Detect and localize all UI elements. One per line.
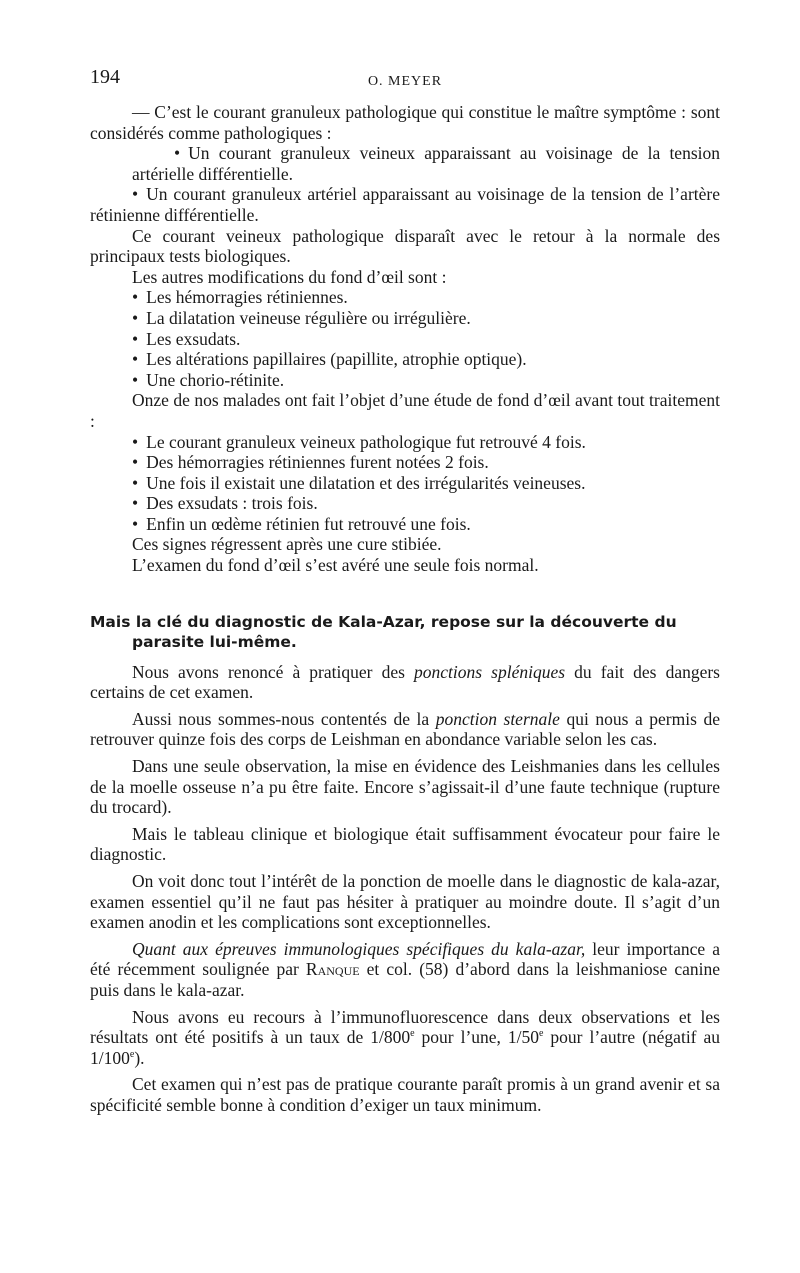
regression-note: Ces signes régressent après une cure stibiée.	[132, 534, 442, 555]
list-item: • Les altérations papillaires (papillite, atrophie optique).	[132, 349, 527, 370]
document-page	[90, 60, 720, 1122]
list-item: • Enfin un œdème rétinien fut retrouvé une fois.	[132, 513, 471, 534]
list-item: • Les exsudats.	[132, 328, 241, 349]
paragraph-immunofluorescence: Nous avons eu recours à l’immunofluorescence dans deux observations et les résultats ont été positifs à un taux de 1/800e pour l’une, 1/50e pour l’autre (négatif au 1/100e).	[90, 1006, 720, 1068]
body-text	[90, 102, 720, 1116]
paragraph-splenic: Nous avons renoncé à pratiquer des ponctions spléniques du fait des dangers certains de cet examen.	[90, 661, 720, 703]
paragraph-sternal: Aussi nous sommes-nous contentés de la ponction sternale qui nous a permis de retrouver quinze fois des corps de Leishman en abondance variable selon les cas.	[90, 708, 720, 750]
section-spacer	[90, 576, 720, 612]
paragraph-future: Cet examen qui n’est pas de pratique courante paraît promis à un grand avenir et sa spécificité semble bonne à condition d’exiger un taux minimum.	[90, 1074, 720, 1115]
running-head: O. MEYER	[367, 74, 443, 89]
normal-note: L’examen du fond d’œil s’est avéré une seule fois normal.	[132, 555, 539, 576]
paragraph-clinical: Mais le tableau clinique et biologique était suffisamment évocateur pour faire le diagnostic.	[90, 823, 720, 865]
other-mods-intro: Les autres modifications du fond d’œil sont :	[132, 266, 447, 287]
page-header	[90, 60, 720, 102]
paragraph-interest: On voit donc tout l’intérêt de la ponction de moelle dans le diagnostic de kala-azar, examen essentiel qu’il ne faut pas hésiter à pratiquer au moindre doute. Il s’agit d’un examen anodin et les complications sont exceptionnelles.	[90, 871, 720, 933]
list-item: • Une fois il existait une dilatation et des irrégularités veineuses.	[132, 472, 586, 493]
section-heading	[90, 612, 720, 652]
heading-line-1: Mais la clé du diagnostic de Kala-Azar, repose sur la découverte du	[90, 612, 677, 631]
study-intro-paragraph: Onze de nos malades ont fait l’objet d’une étude de fond d’œil avant tout traitement :	[90, 390, 720, 431]
page-number: 194	[90, 66, 120, 88]
list-item: • Des exsudats : trois fois.	[132, 493, 318, 514]
venous-note-paragraph: Ce courant veineux pathologique disparaît avec le retour à la normale des principaux tests biologiques.	[90, 225, 720, 267]
list-item: • Les hémorragies rétiniennes.	[132, 287, 348, 308]
paragraph-immunology: Quant aux épreuves immunologiques spécifiques du kala-azar, leur importance a été récemment soulignée par Ranque et col. (58) d’abord dans la leishmaniose canine puis dans le kala-azar.	[90, 938, 720, 1000]
list-item: • Une chorio-rétinite.	[132, 369, 285, 390]
intro-paragraph: — C’est le courant granuleux pathologique qui constitue le maître symptôme : sont considérés comme pathologiques :	[90, 102, 720, 143]
list-item: • La dilatation veineuse régulière ou irrégulière.	[132, 307, 471, 328]
list-item: • Un courant granuleux artériel apparaissant au voisinage de la tension de l’artère rétinienne différentielle.	[90, 184, 720, 225]
list-item: • Un courant granuleux veineux apparaissant au voisinage de la tension artérielle différentielle.	[132, 143, 720, 184]
list-item: • Le courant granuleux veineux pathologique fut retrouvé 4 fois.	[132, 431, 586, 452]
list-item: • Des hémorragies rétiniennes furent notées 2 fois.	[132, 452, 489, 473]
paragraph-observation: Dans une seule observation, la mise en évidence des Leishmanies dans les cellules de la moelle osseuse n’a pu être faite. Encore s’agissait-il d’une faute technique (rupture du trocard).	[90, 756, 720, 818]
heading-line-2: parasite lui-même.	[132, 632, 297, 651]
